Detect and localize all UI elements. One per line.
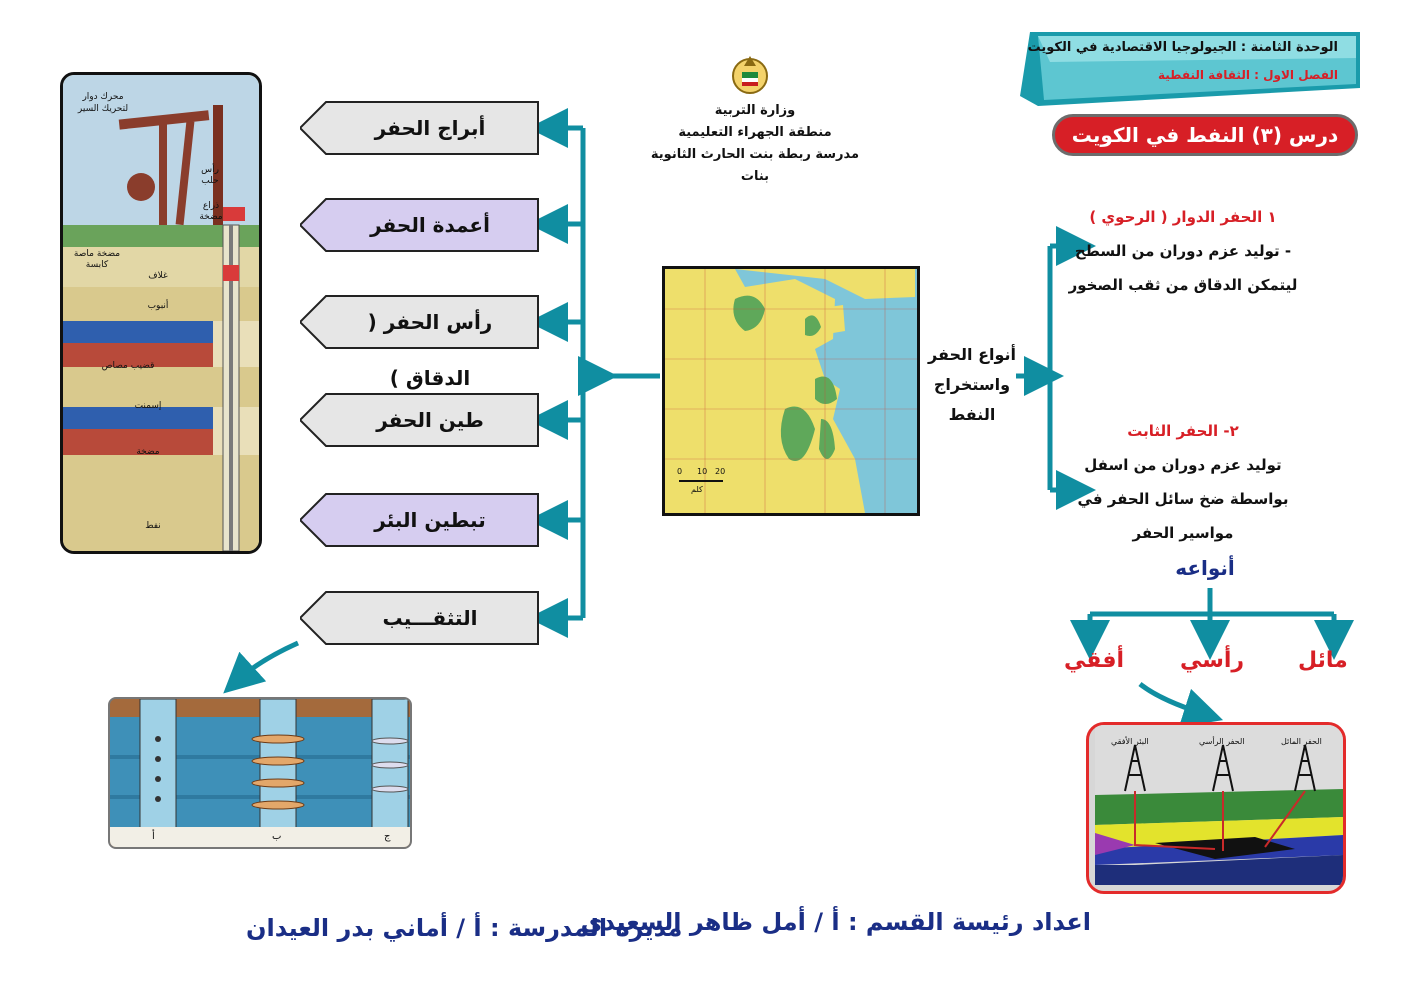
rig-label: مضخة ماصة كابسة	[73, 249, 121, 270]
component-box-drill-pipes	[300, 197, 540, 253]
rig-label: مضخة	[136, 447, 160, 457]
component-box-perforation	[300, 590, 540, 646]
component-label: التثقـــيب	[382, 606, 478, 630]
kuwait-oil-fields-map	[662, 266, 920, 516]
rig-label: نفط	[145, 521, 161, 531]
component-label: رأس الحفر ( الدقاق )	[367, 310, 493, 390]
perf-label: ج	[384, 831, 391, 842]
perf-label: ب	[272, 831, 282, 842]
component-label: طين الحفر	[376, 408, 484, 432]
perforation-illustration	[110, 699, 410, 847]
type-vertical: رأسي	[1180, 648, 1245, 673]
well-label: الحفر الرأسي	[1199, 737, 1245, 746]
center-topic	[922, 340, 1022, 430]
perforation-diagram	[108, 697, 412, 849]
component-box-drill-bit	[300, 294, 540, 390]
center-line: النفط	[948, 405, 996, 424]
rig-label: ذراع مضخة	[199, 201, 223, 222]
rotary-line: ليتمكن الدقاق من ثقب الصخور	[1068, 276, 1298, 294]
school-name: مدرسة ربطة بنت الحارث الثانوية بنات	[650, 147, 860, 184]
ministry-name: وزارة التربية	[714, 103, 796, 118]
component-label: تبطين البئر	[374, 508, 486, 532]
fixed-line: توليد عزم دوران من اسفل	[1084, 456, 1282, 474]
map-illustration	[665, 269, 917, 513]
center-line: أنواع الحفر	[928, 345, 1016, 364]
chapter-title: الفصل الاول : الثقافة النفطية	[1157, 68, 1338, 82]
well-types-illustration	[1095, 725, 1343, 885]
well-label: الحفر المائل	[1281, 737, 1322, 746]
type-inclined: مائل	[1298, 648, 1348, 673]
component-label: أعمدة الحفر	[370, 213, 490, 237]
footer-head: اعداد رئيسة القسم : أ / أمل ظاهر السعيدي	[580, 908, 1091, 936]
map-scale-unit: كلم	[691, 485, 703, 494]
pumpjack-diagram	[60, 72, 262, 554]
fixed-drilling-section	[1033, 414, 1333, 550]
map-scale-tick: 10	[697, 467, 708, 476]
lesson-title: درس (٣) النفط في الكويت	[1052, 114, 1358, 156]
types-title: أنواعه	[1175, 556, 1235, 580]
component-box-drilling-mud	[300, 392, 540, 448]
rig-label: أنبوب	[147, 301, 169, 311]
component-label: أبراج الحفر	[374, 116, 486, 140]
rotary-line: - توليد عزم دوران من السطح	[1074, 242, 1292, 260]
pumpjack-illustration	[63, 75, 259, 551]
footer-principal: مديرة المدرسة : أ / أماني بدر العيدان	[246, 914, 683, 942]
fixed-line: مواسير الحفر	[1132, 524, 1234, 542]
well-label: البئر الأفقي	[1111, 737, 1149, 746]
center-line: واستخراج	[933, 375, 1011, 394]
map-scale-tick: 0	[677, 467, 683, 476]
fixed-title: ٢- الحفر الثابت	[1127, 422, 1239, 440]
component-box-drilling-rigs	[300, 100, 540, 156]
type-horizontal: أفقي	[1064, 648, 1125, 673]
rotary-title: ١ الحفر الدوار ( الرحوي )	[1089, 208, 1277, 226]
district-name: منطقة الجهراء التعليمية	[678, 125, 832, 140]
fixed-line: بواسطة ضخ سائل الحفر في	[1077, 490, 1289, 508]
rig-label: محرك دوار لتحريك السير	[77, 92, 129, 114]
rotary-drilling-section	[1033, 200, 1333, 302]
unit-title: الوحدة الثامنة : الجيولوجيا الاقتصادية في الكويت	[1027, 40, 1338, 55]
map-scale-tick: 20	[715, 467, 726, 476]
rig-label: رأس حلب	[201, 165, 219, 186]
well-types-diagram	[1086, 722, 1346, 894]
component-box-well-casing	[300, 492, 540, 548]
perf-label: أ	[152, 831, 155, 842]
rig-label: غلاف	[148, 271, 168, 281]
rig-label: قضيب مصاص	[101, 361, 155, 371]
rig-label: إسمنت	[134, 401, 162, 411]
